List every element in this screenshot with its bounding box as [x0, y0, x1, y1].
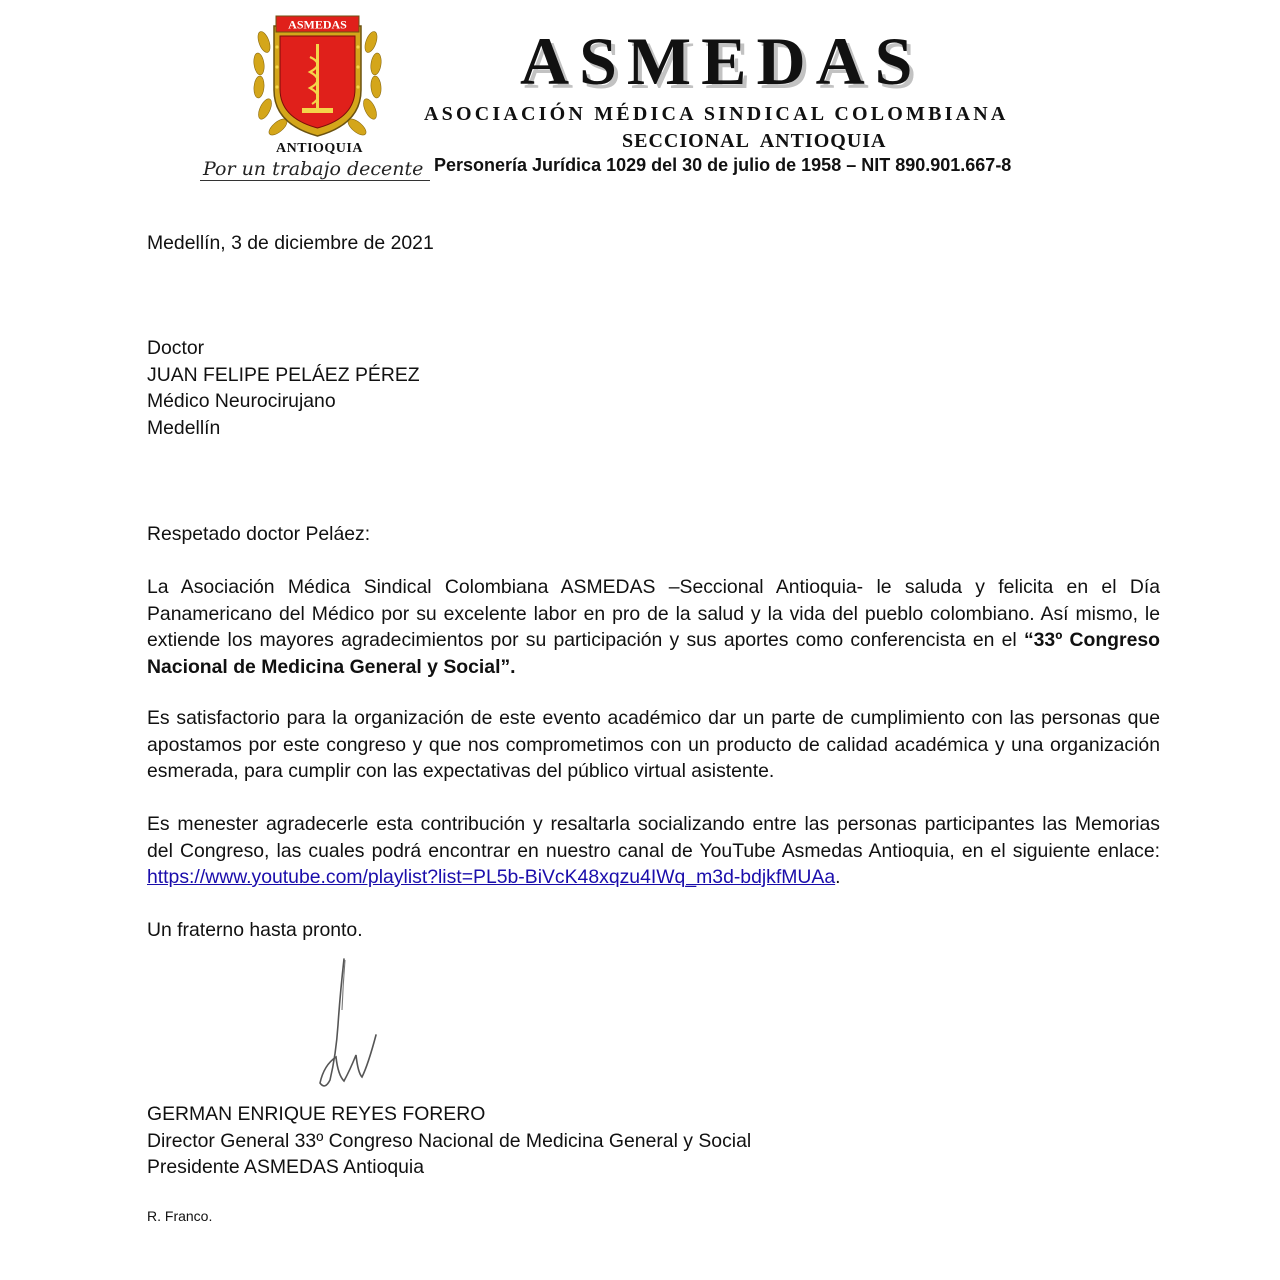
- signer-title: Director General 33º Congreso Nacional de Medicina General y Social: [147, 1129, 752, 1152]
- logo-city: ANTIOQUIA: [276, 141, 363, 156]
- seccional-label: SECCIONAL ANTIOQUIA: [622, 130, 887, 152]
- salutation: Respetado doctor Peláez:: [147, 523, 371, 545]
- recipient-title: Doctor: [147, 337, 205, 359]
- closing: Un fraterno hasta pronto.: [147, 919, 363, 941]
- letter-date: Medellín, 3 de diciembre de 2021: [147, 232, 434, 254]
- paragraph-3-end: .: [835, 866, 841, 888]
- organization-full-name: ASOCIACIÓN MÉDICA SINDICAL COLOMBIANA: [424, 103, 1009, 125]
- youtube-playlist-link[interactable]: https://www.youtube.com/playlist?list=PL5b-BiVcK48xqzu4IWq_m3d-bdjkfMUAa: [147, 866, 836, 888]
- recipient-role: Médico Neurocirujano: [147, 390, 336, 412]
- signer-name: GERMAN ENRIQUE REYES FORERO: [147, 1103, 486, 1125]
- legal-registration: Personería Jurídica 1029 del 30 de julio de 1958 – NIT 890.901.667-8: [434, 155, 1012, 175]
- recipient-city: Medellín: [147, 416, 221, 439]
- paragraph-3-text: Es menester agradecerle esta contribución y resaltarla socializando entre las personas participantes las Memorias del Congreso, las cuales podrá encontrar en nuestro canal de YouTube Asmedas Antioquia, en el siguiente enlace:: [147, 813, 1160, 862]
- brand-title: ASMEDAS: [520, 23, 923, 99]
- handwritten-signature: [300, 955, 390, 1095]
- motto-underline: [200, 180, 430, 181]
- paragraph-3: [147, 811, 1160, 891]
- asmedas-logo: [250, 12, 385, 154]
- congress-name: “33º Congreso Nacional de Medicina General y Social”.: [147, 629, 1160, 678]
- paragraph-1: [147, 574, 1160, 680]
- logo-text: ASMEDAS: [288, 17, 347, 32]
- paragraph-2: Es satisfactorio para la organización de este evento académico dar un parte de cumplimiento con las personas que apostamos por este congreso y que nos comprometimos con un producto de calidad académica y una organización esmerada, para cumplir con las expectativas del público virtual asistente.: [147, 707, 1160, 782]
- paragraph-1-text: La Asociación Médica Sindical Colombiana ASMEDAS –Seccional Antioquia- le saluda y felicita en el Día Panamericano del Médico por su excelente labor en pro de la salud y la vida del pueblo colombiano. Así mismo, le extiende los mayores agradecimientos por su participación y sus aportes como conferencista en el: [147, 576, 1160, 651]
- signer-block: [147, 1101, 751, 1181]
- motto: Por un trabajo decente: [203, 158, 424, 180]
- recipient-name: JUAN FELIPE PELÁEZ PÉREZ: [147, 363, 420, 386]
- recipient-block: [147, 335, 420, 441]
- typist-initials: R. Franco.: [147, 1208, 213, 1224]
- signer-position: Presidente ASMEDAS Antioquia: [147, 1156, 425, 1178]
